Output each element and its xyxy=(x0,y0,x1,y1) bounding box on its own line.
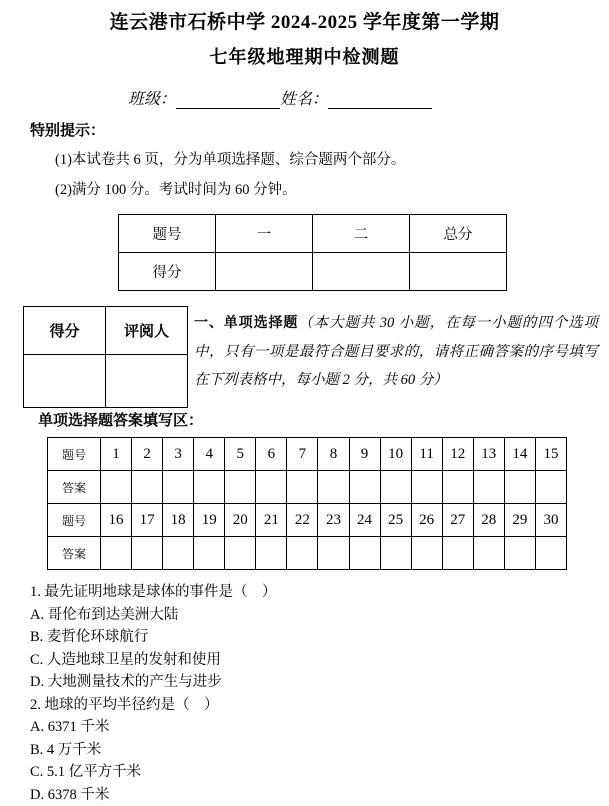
question-option: C. 5.1 亿平方千米 xyxy=(30,761,595,784)
answer-input-cell xyxy=(256,471,287,504)
answer-input-cell xyxy=(225,537,256,570)
question-number-cell: 12 xyxy=(442,438,473,471)
answer-input-cell xyxy=(504,537,535,570)
question-number-cell: 24 xyxy=(349,504,380,537)
notice-item: (2)满分 100 分。考试时间为 60 分钟。 xyxy=(55,178,297,199)
question-number-cell: 13 xyxy=(473,438,504,471)
answer-area-heading: 单项选择题答案填写区： xyxy=(38,409,203,430)
grader-reviewer-label-cell: 评阅人 xyxy=(106,307,188,355)
question-number-cell: 18 xyxy=(163,504,194,537)
answer-input-cell xyxy=(132,471,163,504)
score-row-label-cell: 得分 xyxy=(119,253,216,291)
grader-empty-cell xyxy=(24,355,106,408)
notice-heading: 特别提示： xyxy=(30,119,105,140)
grader-score-label-cell: 得分 xyxy=(24,307,106,355)
question-option: A. 6371 千米 xyxy=(30,716,595,739)
answer-input-cell xyxy=(101,471,132,504)
question-number-cell: 17 xyxy=(132,504,163,537)
answer-fill-table xyxy=(47,437,567,570)
question-number-cell: 2 xyxy=(132,438,163,471)
table-row xyxy=(48,471,567,504)
student-info-row xyxy=(128,86,432,109)
answer-input-cell xyxy=(411,537,442,570)
answer-input-cell xyxy=(535,471,566,504)
questions-block xyxy=(30,581,595,806)
table-row xyxy=(24,355,188,408)
answer-input-cell xyxy=(256,537,287,570)
question-number-cell: 25 xyxy=(380,504,411,537)
answer-input-cell xyxy=(380,537,411,570)
answer-input-cell xyxy=(163,471,194,504)
question-number-cell: 27 xyxy=(442,504,473,537)
answer-input-cell xyxy=(132,537,163,570)
question-number-cell: 16 xyxy=(101,504,132,537)
score-table-header-cell: 总分 xyxy=(410,215,507,253)
table-row xyxy=(119,253,507,291)
question-text: 1. 最先证明地球是球体的事件是（ ） xyxy=(30,581,595,604)
answer-input-cell xyxy=(473,537,504,570)
table-row xyxy=(119,215,507,253)
grader-score-box xyxy=(23,306,188,408)
question-option: D. 大地测量技术的产生与进步 xyxy=(30,671,595,694)
question-number-cell: 29 xyxy=(504,504,535,537)
question-text: 2. 地球的平均半径约是（ ） xyxy=(30,694,595,717)
question-option: A. 哥伦布到达美洲大陆 xyxy=(30,604,595,627)
score-empty-cell xyxy=(313,253,410,291)
answer-label-cell: 答案 xyxy=(48,471,101,504)
question-number-cell: 10 xyxy=(380,438,411,471)
class-label: 班级： xyxy=(128,91,176,108)
answer-input-cell xyxy=(318,537,349,570)
question-number-cell: 15 xyxy=(535,438,566,471)
paper-title-line2: 七年级地理期中检测题 xyxy=(0,43,609,69)
score-summary-table xyxy=(118,214,507,291)
answer-input-cell xyxy=(442,471,473,504)
score-table-header-cell: 一 xyxy=(216,215,313,253)
table-row xyxy=(48,504,567,537)
question-number-cell: 22 xyxy=(287,504,318,537)
answer-input-cell xyxy=(287,537,318,570)
score-table-header-cell: 题号 xyxy=(119,215,216,253)
answer-input-cell xyxy=(194,537,225,570)
section1-intro xyxy=(194,308,598,395)
question-number-label-cell: 题号 xyxy=(48,504,101,537)
answer-input-cell xyxy=(225,471,256,504)
notice-item: (1)本试卷共 6 页，分为单项选择题、综合题两个部分。 xyxy=(55,148,405,169)
question-option: D. 6378 千米 xyxy=(30,784,595,806)
answer-input-cell xyxy=(349,471,380,504)
score-empty-cell xyxy=(216,253,313,291)
paper-title-line1: 连云港市石桥中学 2024-2025 学年度第一学期 xyxy=(0,7,609,34)
question-option: B. 4 万千米 xyxy=(30,739,595,762)
question-number-cell: 21 xyxy=(256,504,287,537)
answer-input-cell xyxy=(287,471,318,504)
question-number-cell: 7 xyxy=(287,438,318,471)
question-number-cell: 3 xyxy=(163,438,194,471)
table-row xyxy=(24,307,188,355)
question-number-label-cell: 题号 xyxy=(48,438,101,471)
question-number-cell: 1 xyxy=(101,438,132,471)
name-label: 姓名： xyxy=(280,91,328,108)
grader-empty-cell xyxy=(106,355,188,408)
question-number-cell: 23 xyxy=(318,504,349,537)
question-number-cell: 19 xyxy=(194,504,225,537)
answer-input-cell xyxy=(473,471,504,504)
question-number-cell: 11 xyxy=(411,438,442,471)
answer-input-cell xyxy=(163,537,194,570)
score-table-header-cell: 二 xyxy=(313,215,410,253)
answer-input-cell xyxy=(442,537,473,570)
answer-input-cell xyxy=(318,471,349,504)
table-row xyxy=(48,537,567,570)
answer-input-cell xyxy=(504,471,535,504)
question-number-cell: 9 xyxy=(349,438,380,471)
question-number-cell: 28 xyxy=(473,504,504,537)
answer-input-cell xyxy=(349,537,380,570)
question-number-cell: 6 xyxy=(256,438,287,471)
question-number-cell: 20 xyxy=(225,504,256,537)
question-number-cell: 5 xyxy=(225,438,256,471)
section1-instructions: （本大题共 30 小题，在每一小题的四个选项中，只有一项是最符合题目要求的，请将正确答案的序号填写在下列表格中，每小题 2 分，共 60 分） xyxy=(194,315,598,388)
question-number-cell: 26 xyxy=(411,504,442,537)
answer-input-cell xyxy=(535,537,566,570)
question-option: B. 麦哲伦环球航行 xyxy=(30,626,595,649)
name-blank-field xyxy=(328,91,432,109)
question-number-cell: 8 xyxy=(318,438,349,471)
section1-title: 一、单项选择题 xyxy=(194,314,298,330)
answer-input-cell xyxy=(411,471,442,504)
question-number-cell: 4 xyxy=(194,438,225,471)
answer-input-cell xyxy=(194,471,225,504)
table-row xyxy=(48,438,567,471)
question-option: C. 人造地球卫星的发射和使用 xyxy=(30,649,595,672)
score-empty-cell xyxy=(410,253,507,291)
answer-input-cell xyxy=(101,537,132,570)
answer-input-cell xyxy=(380,471,411,504)
question-number-cell: 30 xyxy=(535,504,566,537)
question-number-cell: 14 xyxy=(504,438,535,471)
answer-label-cell: 答案 xyxy=(48,537,101,570)
class-blank-field xyxy=(176,91,280,109)
